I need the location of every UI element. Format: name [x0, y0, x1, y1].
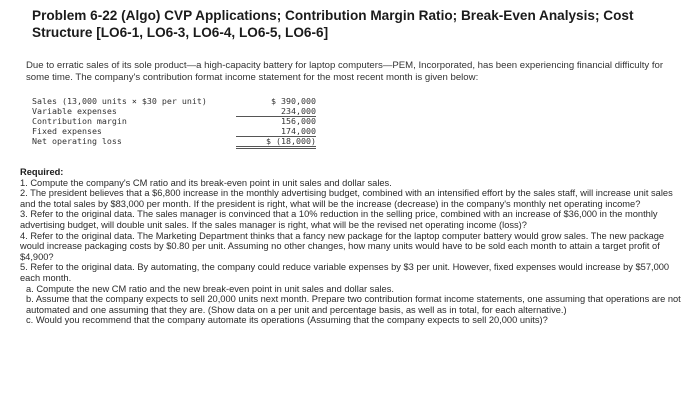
statement-label: Net operating loss	[32, 136, 122, 146]
question-1: 1. Compute the company's CM ratio and its break-even point in unit sales and dollar sales.	[20, 177, 392, 188]
income-statement	[32, 96, 332, 146]
statement-label: Variable expenses	[32, 106, 117, 116]
question-4: 4. Refer to the original data. The Marketing Department thinks that a fancy new package for the laptop computer battery would grow sales. The new package would increase packaging costs by $0.80 per unit. Assuming no other changes, how many units would have to be sold each month to attain a target profit of $4,900?	[20, 230, 665, 262]
statement-amount: 156,000	[281, 116, 316, 126]
question-3: 3. Refer to the original data. The sales manager is convinced that a 10% reduction in the selling price, combined with an increase of $36,000 in the monthly advertising budget, will double unit sales. If the sales manager is right, what will be the revised net operating income (loss)?	[20, 209, 658, 230]
question-2: 2. The president believes that a $6,800 increase in the monthly advertising budget, combined with an intensified effort by the sales staff, will increase unit sales and the total sales by $83,000 per month. If the president is right, what will be the increase (decrease) in the company's monthly net operating income?	[20, 188, 673, 209]
statement-amount: 234,000	[236, 106, 316, 117]
statement-amount: 174,000	[236, 126, 316, 137]
required-heading: Required:	[20, 167, 64, 177]
statement-label: Sales (13,000 units × $30 per unit)	[32, 96, 207, 106]
statement-row-variable-expenses	[32, 106, 332, 116]
required-section	[20, 167, 686, 326]
intro-paragraph: Due to erratic sales of its sole product—a high-capacity battery for laptop computers—PEM, Incorporated, has been experiencing financial difficulty for some time. The company's contribution format income statement for the most recent month is given below:	[26, 60, 664, 83]
statement-row-fixed-expenses	[32, 126, 332, 136]
statement-label: Contribution margin	[32, 116, 127, 126]
statement-label: Fixed expenses	[32, 126, 102, 136]
statement-row-sales	[32, 96, 332, 106]
statement-row-contribution-margin	[32, 116, 332, 126]
question-5: 5. Refer to the original data. By automating, the company could reduce variable expenses by $3 per unit. However, fixed expenses would increase by $57,000 each month.	[20, 262, 670, 283]
statement-amount: $ (18,000)	[236, 136, 316, 149]
statement-row-net-operating-loss	[32, 136, 332, 146]
subquestion-a: a. Compute the new CM ratio and the new break-even point in unit sales and dollar sales.	[26, 283, 394, 294]
statement-amount: $ 390,000	[271, 96, 316, 106]
subquestion-c: c. Would you recommend that the company automate its operations (Assuming that the company expects to sell 20,000 units)?	[26, 315, 548, 326]
problem-title: Problem 6-22 (Algo) CVP Applications; Contribution Margin Ratio; Break-Even Analysis; Cost Structure [LO6-1, LO6-3, LO6-4, LO6-5, LO6-6]	[32, 8, 634, 40]
subquestion-b: b. Assume that the company expects to sell 20,000 units next month. Prepare two contribution format income statements, one assuming that operations are not automated and one assuming that they are. (Show data on a per unit and percentage basis, as well as in total, for each alternative.)	[26, 294, 681, 315]
